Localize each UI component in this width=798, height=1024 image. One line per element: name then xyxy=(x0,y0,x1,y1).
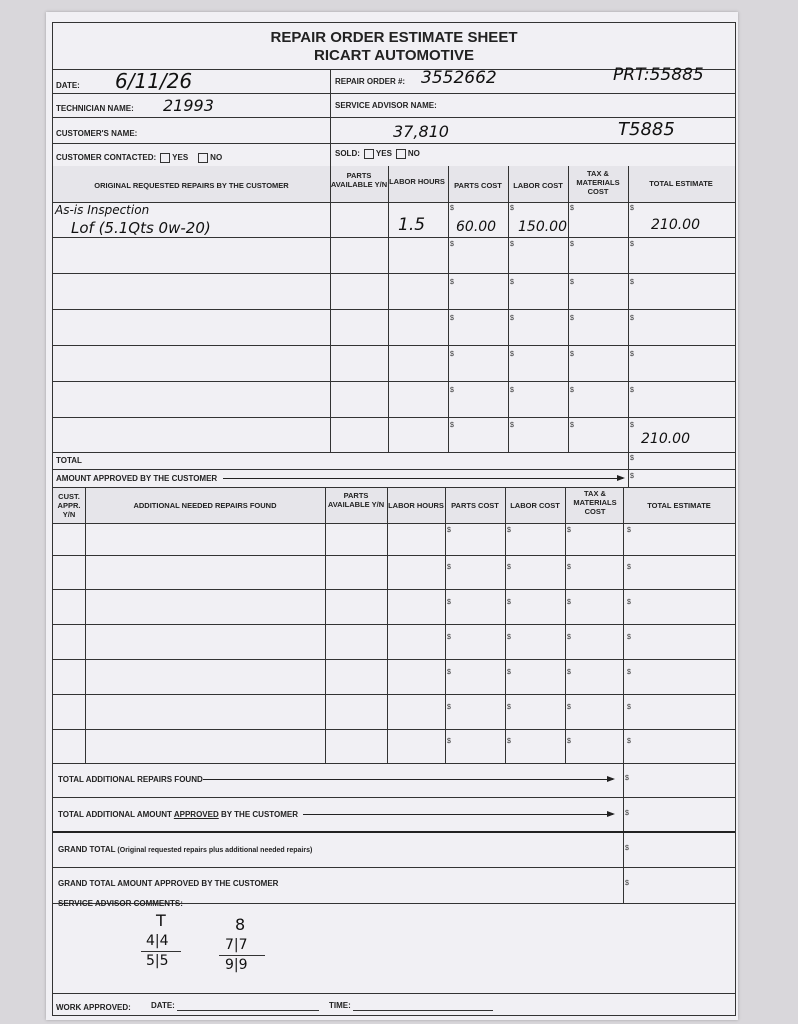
dollar-sign: $ xyxy=(447,634,451,641)
table-row-line xyxy=(53,694,735,695)
dollar-sign: $ xyxy=(567,738,571,745)
dollar-sign: $ xyxy=(507,599,511,606)
sold-yes-checkbox[interactable] xyxy=(364,149,374,159)
dollar-sign: $ xyxy=(447,704,451,711)
arrow-icon xyxy=(203,779,613,780)
divider xyxy=(53,117,735,118)
contacted-no-checkbox[interactable] xyxy=(198,153,208,163)
comment-col2-top: 7|7 xyxy=(225,937,248,953)
mileage-value[interactable]: 37,810 xyxy=(393,122,449,141)
time-label: TIME: xyxy=(329,1001,351,1010)
comment-col1-head: T xyxy=(156,911,166,930)
dollar-sign: $ xyxy=(567,527,571,534)
comment-col1-bottom: 5|5 xyxy=(146,953,169,969)
dollar-sign: $ xyxy=(627,527,631,534)
stock-value[interactable]: T5885 xyxy=(618,119,675,140)
dollar-sign: $ xyxy=(627,738,631,745)
table-row-line xyxy=(53,729,735,730)
dollar-sign: $ xyxy=(627,599,631,606)
no-text: NO xyxy=(407,149,420,159)
repair-line-1[interactable]: As-is Inspection xyxy=(55,203,150,217)
label-part: TOTAL ADDITIONAL AMOUNT xyxy=(58,810,174,819)
grand-total-note: (Original requested repairs plus additional needed repairs) xyxy=(115,847,313,854)
divider xyxy=(445,487,446,763)
sold-text: SOLD: xyxy=(335,149,360,159)
table-row-line xyxy=(53,237,735,238)
divider xyxy=(623,487,624,903)
table-row-line xyxy=(53,589,735,590)
t1-header-total-estimate: TOTAL ESTIMATE xyxy=(649,179,713,188)
t2-header-parts-cost: PARTS COST xyxy=(451,501,499,510)
dollar-sign: $ xyxy=(507,704,511,711)
t2-header-cust-appr: CUST. APPR. Y/N xyxy=(57,492,81,519)
dollar-sign: $ xyxy=(507,669,511,676)
table-row-line xyxy=(53,417,735,418)
service-advisor-comments-label: SERVICE ADVISOR COMMENTS: xyxy=(58,899,183,908)
dollar-sign: $ xyxy=(630,315,634,322)
dollar-sign: $ xyxy=(570,422,574,429)
divider xyxy=(53,797,735,798)
divider xyxy=(53,993,735,994)
dollar-sign: $ xyxy=(627,564,631,571)
dollar-sign: $ xyxy=(627,704,631,711)
dollar-sign: $ xyxy=(447,564,451,571)
date-value[interactable]: 6/11/26 xyxy=(115,69,193,93)
dollar-sign: $ xyxy=(450,315,454,322)
tally-line xyxy=(141,951,181,952)
dollar-sign: $ xyxy=(567,704,571,711)
contacted-yes-checkbox[interactable] xyxy=(160,153,170,163)
t2-header-labor-cost: LABOR COST xyxy=(510,501,560,510)
dollar-sign: $ xyxy=(567,599,571,606)
comment-col2-head: 8 xyxy=(235,915,246,934)
divider xyxy=(53,143,735,144)
dollar-sign: $ xyxy=(510,315,514,322)
t1-header-labor-cost: LABOR COST xyxy=(513,181,563,190)
dollar-sign: $ xyxy=(510,351,514,358)
t2-header-total-estimate: TOTAL ESTIMATE xyxy=(647,501,711,510)
yes-text: YES xyxy=(172,153,189,163)
work-approved-label: WORK APPROVED: xyxy=(56,1003,131,1012)
technician-value[interactable]: 21993 xyxy=(163,96,214,115)
comment-col2-bottom: 9|9 xyxy=(225,957,248,973)
divider xyxy=(565,487,566,763)
yes-text: YES xyxy=(375,149,392,159)
table-row-line xyxy=(53,345,735,346)
t1-header-parts-cost: PARTS COST xyxy=(454,181,502,190)
service-advisor-label: SERVICE ADVISOR NAME: xyxy=(335,101,437,110)
table-row-line xyxy=(53,659,735,660)
dollar-sign: $ xyxy=(570,315,574,322)
form-title: REPAIR ORDER ESTIMATE SHEET xyxy=(270,29,518,46)
date-label: DATE: xyxy=(56,81,80,90)
divider xyxy=(505,487,506,763)
customer-contacted-text: CUSTOMER CONTACTED: xyxy=(56,153,157,163)
sold-label xyxy=(335,149,420,159)
dollar-sign: $ xyxy=(630,205,634,212)
table-row-line xyxy=(53,273,735,274)
dollar-sign: $ xyxy=(570,241,574,248)
dollar-sign: $ xyxy=(447,738,451,745)
divider xyxy=(387,487,388,763)
dollar-sign: $ xyxy=(507,527,511,534)
dollar-sign: $ xyxy=(630,241,634,248)
column-total-handwritten[interactable]: 210.00 xyxy=(641,431,690,447)
table-row-line xyxy=(53,309,735,310)
dollar-sign: $ xyxy=(570,205,574,212)
dollar-sign: $ xyxy=(567,669,571,676)
parts-cost-value[interactable]: 60.00 xyxy=(456,219,497,235)
dollar-sign: $ xyxy=(630,351,634,358)
t1-header-parts-available: PARTS AVAILABLE Y/N xyxy=(330,171,388,189)
comment-col1-top: 4|4 xyxy=(146,933,169,949)
sold-no-checkbox[interactable] xyxy=(396,149,406,159)
dollar-sign: $ xyxy=(630,279,634,286)
dollar-sign: $ xyxy=(625,880,629,887)
total-estimate-value[interactable]: 210.00 xyxy=(651,217,700,233)
divider xyxy=(325,487,326,763)
tally-line xyxy=(219,955,265,956)
divider xyxy=(85,487,86,763)
arrow-icon xyxy=(223,478,623,479)
dollar-sign: $ xyxy=(570,351,574,358)
table-row-line xyxy=(53,763,735,764)
divider xyxy=(53,487,735,488)
dollar-sign: $ xyxy=(447,527,451,534)
dollar-sign: $ xyxy=(450,241,454,248)
dollar-sign: $ xyxy=(510,387,514,394)
dollar-sign: $ xyxy=(507,634,511,641)
divider xyxy=(53,523,735,524)
divider xyxy=(330,69,331,166)
dollar-sign: $ xyxy=(507,564,511,571)
t2-header-parts-available: PARTS AVAILABLE Y/N xyxy=(327,491,385,509)
divider xyxy=(53,93,735,94)
divider xyxy=(53,867,735,868)
table-row-line xyxy=(53,555,735,556)
t1-header-labor-hours: LABOR HOURS xyxy=(389,177,445,186)
repair-order-form xyxy=(52,22,736,1016)
dollar-sign: $ xyxy=(625,845,629,852)
repair-order-label: REPAIR ORDER #: xyxy=(335,77,406,86)
technician-label: TECHNICIAN NAME: xyxy=(56,104,134,113)
table-row-line xyxy=(53,381,735,382)
dollar-sign: $ xyxy=(630,473,634,480)
dollar-sign: $ xyxy=(570,387,574,394)
dollar-sign: $ xyxy=(567,564,571,571)
dollar-sign: $ xyxy=(627,634,631,641)
table-row-line xyxy=(53,624,735,625)
grand-total-label xyxy=(58,845,312,854)
label-part: BY THE CUSTOMER xyxy=(218,810,299,819)
arrow-icon xyxy=(303,814,613,815)
prt-value[interactable]: PRT:55885 xyxy=(613,65,704,85)
dollar-sign: $ xyxy=(507,738,511,745)
repair-line-2[interactable]: Lof (5.1Qts 0w-20) xyxy=(71,219,211,237)
dollar-sign: $ xyxy=(510,205,514,212)
dollar-sign: $ xyxy=(450,279,454,286)
dollar-sign: $ xyxy=(567,634,571,641)
total-additional-found-label: TOTAL ADDITIONAL REPAIRS FOUND xyxy=(58,775,203,784)
dollar-sign: $ xyxy=(627,669,631,676)
company-name: RICART AUTOMOTIVE xyxy=(314,47,474,64)
dollar-sign: $ xyxy=(450,351,454,358)
dollar-sign: $ xyxy=(510,241,514,248)
labor-cost-value[interactable]: 150.00 xyxy=(518,219,567,235)
approved-underlined: APPROVED xyxy=(173,810,219,819)
t2-header-labor-hours: LABOR HOURS xyxy=(388,501,444,510)
t1-header-repairs: ORIGINAL REQUESTED REPAIRS BY THE CUSTOMER xyxy=(94,181,289,190)
dollar-sign: $ xyxy=(625,810,629,817)
dollar-sign: $ xyxy=(630,387,634,394)
labor-hours-value[interactable]: 1.5 xyxy=(398,215,426,235)
dollar-sign: $ xyxy=(450,205,454,212)
dollar-sign: $ xyxy=(447,599,451,606)
divider xyxy=(53,202,735,203)
customer-name-label: CUSTOMER'S NAME: xyxy=(56,129,138,138)
t2-header-additional-repairs: ADDITIONAL NEEDED REPAIRS FOUND xyxy=(133,501,277,510)
grand-total-text: GRAND TOTAL xyxy=(58,845,116,854)
dollar-sign: $ xyxy=(630,455,634,462)
amount-approved-label: AMOUNT APPROVED BY THE CUSTOMER xyxy=(56,474,218,483)
dollar-sign: $ xyxy=(570,279,574,286)
t2-header-tax-materials: TAX & MATERIALS COST xyxy=(573,489,617,516)
dollar-sign: $ xyxy=(630,422,634,429)
date-label-bottom: DATE: xyxy=(151,1001,175,1010)
grand-total-approved-label: GRAND TOTAL AMOUNT APPROVED BY THE CUSTOMER xyxy=(58,879,279,888)
dollar-sign: $ xyxy=(510,422,514,429)
date-signature-line[interactable] xyxy=(177,1010,319,1011)
total-label: TOTAL xyxy=(56,456,82,465)
table-row-line xyxy=(53,469,735,470)
time-signature-line[interactable] xyxy=(353,1010,493,1011)
table-row-line xyxy=(53,452,735,453)
dollar-sign: $ xyxy=(510,279,514,286)
no-text: NO xyxy=(210,153,223,163)
dollar-sign: $ xyxy=(625,775,629,782)
dollar-sign: $ xyxy=(447,669,451,676)
customer-contacted-label xyxy=(56,153,222,163)
dollar-sign: $ xyxy=(450,387,454,394)
repair-order-value[interactable]: 3552662 xyxy=(421,68,497,88)
dollar-sign: $ xyxy=(450,422,454,429)
total-additional-approved-label xyxy=(58,810,298,819)
divider xyxy=(53,831,735,833)
t1-header-tax-materials: TAX & MATERIALS COST xyxy=(576,169,620,196)
divider xyxy=(628,166,629,487)
